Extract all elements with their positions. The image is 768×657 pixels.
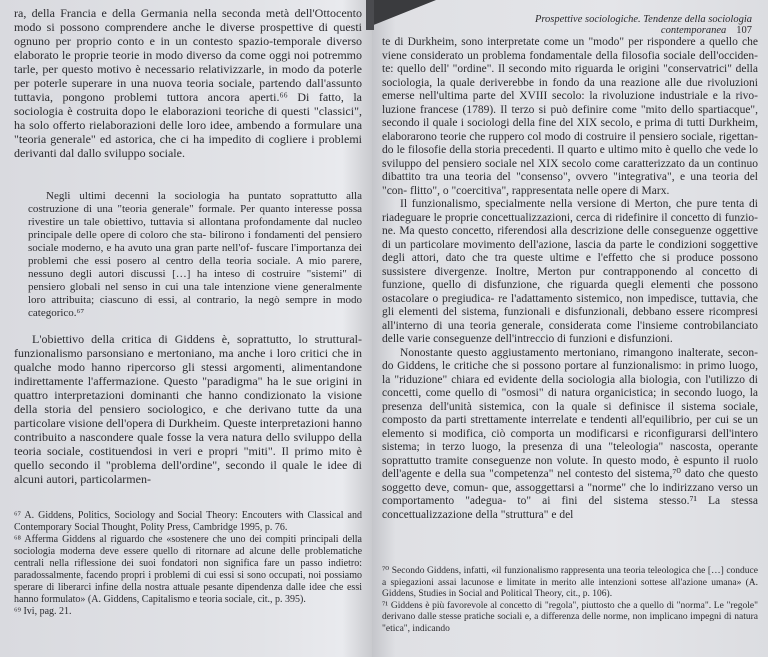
text-line: re l'adattamento sistemico, non impedisce, tuttavia, che gli elementi del sistema, <box>382 292 758 318</box>
text-line: que, assoggettarsi a "norme" che lo indirizzano verso un comportamento "adegua- <box>382 481 759 507</box>
text-line: dallo sviluppo sociale. <box>77 146 185 160</box>
text-line: dalle stesse pratiche sociali e, a differenza delle norme, non implicano impegni di natura "etica", indicando <box>382 612 758 634</box>
text-line: di un particolare movimento dell'azione, lascia da parte le condizioni soggettive <box>382 238 758 251</box>
text-line: per poterle superare in una nuova teoria sociale, partendo dall'assunto <box>14 76 362 90</box>
text-line: viene considerato un problema fondamentale della filosofia sociale dell'occiden- <box>382 49 758 62</box>
text-line: te di Durkheim, sono interpretate come un "modo" per rispondere a quello che <box>382 36 758 48</box>
text-line: emerse nell'ultima parte del XVIII secolo: la rivoluzione industriale e la rivo- <box>382 90 758 102</box>
text-line: "teoria generale" formale. Per quanto interesse possa rivestire un tale obiettivo, <box>28 203 362 228</box>
text-line: in Social and Political Theory, cit., p. 106). <box>448 589 613 599</box>
text-line: significa fare un passo indietro: paradossalmente, facendo propri i problemi di cui essi si sono occupati, <box>14 558 363 581</box>
text-line: do le filosofie della storia precedenti. Il quarto e ultimo mito è quello che vede lo <box>382 144 758 156</box>
header-title: Prospettive sociologiche. Tendenze della sociologia contemporanea <box>534 14 752 36</box>
text-line: formulato» (A. Giddens, Capitalismo e teoria sociale, cit., p. 395). <box>40 594 306 605</box>
footnotes <box>382 566 758 635</box>
text-line: fuscare l'importanza dei problemi che essi posero al centro della teoria sociale. A mio <box>28 242 362 267</box>
book-gutter <box>366 0 374 30</box>
text-line: noi possiamo sperare di liberarci infine della nostra attuale pesante dipendenza dalle idee che essi hanno <box>14 570 363 605</box>
text-line: ⁶⁷ A. Giddens, Politics, Sociology and Social Theory: Encouters with Classical and Contemporary Social Thought, <box>14 510 362 533</box>
text-line: globali nel senso in cui una tale intenzione viene generalmente loro attribuita; ciascuno <box>28 281 363 306</box>
left-page <box>0 0 372 657</box>
text-line: divergenze. Inoltre, Merton pur contrapponendo al concetto di funzione, quello <box>382 265 759 291</box>
text-line: tutte da una particolare visione dell'opera di Durkheim. Queste interpretazioni <box>14 402 363 430</box>
text-line: tarle, per questo motivo è necessario relativizzarle, in modo da poterle <box>14 62 362 76</box>
text-line: è costruita dopo le elaborazioni teoriche di questi "classici", ha solo offerto <box>14 104 362 132</box>
text-line: ⁶⁹ Ivi, pag. 21. <box>14 606 72 617</box>
text-line: sviluppo del pensiero sociale nel XIX secolo come caratterizzato da un continuo <box>382 157 758 170</box>
text-line: "competenza" nel contesto del sistema,⁷⁰ dato che questo soggetto deve, comun- <box>382 468 759 494</box>
text-line: L'obiettivo della critica di Giddens è, soprattutto, lo struttural-funzionalismo <box>14 332 362 360</box>
text-line: hanno contribuito a nascondere quale fosse la vera natura dello sviluppo della <box>14 416 363 444</box>
text-line: flitto", o "coercitiva", rappresentata nelle opere di Marx. <box>410 184 670 197</box>
text-line: riadeguare le proprie concettualizzazioni, cerca di ridefinire il concetto di funzio- <box>382 211 758 224</box>
text-line: elaborarono teorie che ruppero col modo di costruire il pensiero sociale, rigettan- <box>382 130 758 143</box>
text-line: da parti strettamente interrelate e tendenti all'equilibrio, per cui se un elemento <box>382 414 758 440</box>
text-line: modo si possono comprendere anche le diverse prospettive di questi <box>14 20 362 34</box>
text-line: di essi, al contrario, la negò sempre in modo categorico.⁶⁷ <box>28 294 362 319</box>
text-line: ed astorica, che ci ha impedito di cogliere i problemi derivanti dal <box>14 132 362 160</box>
text-line: Il funzionalismo, specialmente nella versione di Merton, che pure tenta di <box>400 198 758 210</box>
text-line: bilirono i fondamenti del pensiero sociale moderno, e ha avuto una gran parte nell'of- <box>28 229 363 254</box>
text-line: secondo il quale i sociologi della fine del XIX secolo, e prima di tutti Durkheim, <box>382 117 758 129</box>
text-line: di disfunzione, che riguarda quegli elementi che possono ostacolare o pregiudica- <box>382 279 759 305</box>
text-line: generale, considerata come l'insieme controbilanciato delle varie conseguenze <box>382 319 759 345</box>
text-line: Negli ultimi decenni la sociologia ha puntato soprattutto alla costruzione di una <box>28 190 362 215</box>
text-line: ra, della Francia e della Germania nella seconda metà dell'Ottocento <box>14 6 362 20</box>
text-line: degli attori, dato che tra queste ultime e l'effetto che si produce possono sussistere <box>382 252 758 278</box>
text-line: elaborato le proprie teorie in modo diverso da come oggi noi potremmo <box>14 48 362 62</box>
text-line: rielaborazioni delle loro idee, ambendo a formulare una "teoria generale" <box>14 118 363 146</box>
block-quote <box>28 190 362 320</box>
text-line: ⁶⁸ Afferma Giddens al riguardo che «sostenere che uno dei compiti principali della sociologia moderna <box>14 534 362 557</box>
text-line: teoria sociale, costituendosi in veri e propri "miti". Il primo mito è quello secondo <box>14 444 362 472</box>
body-paragraph <box>14 6 362 160</box>
text-line: spiegazioni assai lacunose e limitate in merito alle intenzioni sottese all'azione umana» (A. Giddens, Studies <box>382 577 759 599</box>
text-line: sociologia, la quale deriverebbe in fondo da una reazione alle due rivoluzioni <box>382 76 758 89</box>
text-line: dell'intreccio di funzioni e disfunzioni. <box>494 333 673 345</box>
text-line: te: quello dell' "ordine". Il secondo mito riguarda le origini "conservatrici" della <box>382 63 758 75</box>
text-line: Nonostante questo aggiustamento mertoniano, rimangono inalterate, secon- <box>400 346 758 359</box>
text-line: ognuno per proprio conto e in un contesto spazio-temporale diverso <box>14 34 362 48</box>
text-line: la "riduzione" chiara ed evidente della sociologia alla biologia, con l'utilizzo di <box>382 373 758 386</box>
text-line: il "problema dell'ordine", secondo il quale le idee di alcuni autori, particolarmen- <box>14 458 362 486</box>
footnotes <box>14 510 362 618</box>
text-line: si modifica, ciò comporta un modificarsi e riconfigurarsi dell'intero sistema; in <box>382 427 758 453</box>
text-line: terzo luogo, la presenza di una "teleologia" nascosta, operante soprattutto tramite <box>382 441 759 467</box>
text-line: parsonsiano e mertoniano, ma anche i loro critici che in qualche modo hanno <box>14 346 363 374</box>
body-paragraph <box>14 332 362 486</box>
text-line: concetti, come quello di "osmosi" di natura organicistica; in secondo luogo, la <box>382 387 758 399</box>
text-line: ⁷¹ Giddens è più favorevole al concetto di "regola", piuttosto che a quello di "norma". Le "regole" derivano <box>382 600 758 622</box>
text-line: conseguenze non volute. In questo modo, è espunto il ruolo dell'agente e della sua <box>382 454 758 480</box>
text-line: hanno condizionato la visione della storia del pensiero sociologico, e che derivano <box>14 388 362 416</box>
text-line: ne. Ma questo concetto, riferendosi alla descrizione delle conseguenze oggettive <box>382 225 758 237</box>
text-line: ⁷⁰ Secondo Giddens, infatti, «il funzionalismo rappresenta una teoria teleologica che […] conduce a <box>382 566 758 588</box>
text-line: luzione francese (1789). Il terzo si può definire come "mito dello spartiacque", <box>382 103 758 116</box>
text-line: to" ai fini del sistema stesso.⁷¹ La stessa concettualizzazione della "struttura" e del <box>382 495 759 521</box>
text-line: dibattito tra una teoria del "consenso", ovvero "integrativa", e una teoria del "con- <box>382 171 758 197</box>
text-line: Questo "paradigma" ha le sue origini in quattro interpretazioni dominanti che <box>14 374 362 402</box>
text-line: presenza dell'unità sistemica, con la quale si definisce il sistema sociale, composto <box>382 400 758 426</box>
body-text <box>382 36 758 522</box>
text-line: Polity Press, Cambridge 1995, p. 76. <box>140 522 288 533</box>
text-line: funzionali e disfunzionali, debbano essere ricompresi all'interno di una teoria <box>382 306 758 332</box>
text-line: deve essere quello di ritornare ad alcune delle problematiche centrali nella riflessione dei suoi fondatori non <box>14 546 363 569</box>
text-line: do Giddens, le critiche che si possono portare al funzionalismo: in primo luogo, <box>382 360 758 372</box>
running-header <box>442 14 752 36</box>
text-line: tuttavia, pongono problemi tuttora ancora aperti.⁶⁶ Di fatto, la sociologia <box>14 90 362 118</box>
text-line: tuttavia si allontana profondamente dal nucleo principale delle opere di coloro che sta- <box>28 216 362 241</box>
page-number: 107 <box>736 25 752 36</box>
text-line: parere, nessuno degli autori discussi […] ha inteso di costruire "sistemi" di pensiero <box>28 255 363 293</box>
text-line: ripercorso gli stessi argomenti, alimentandone indirettamente l'affermazione. <box>14 360 362 388</box>
right-page <box>372 0 768 657</box>
